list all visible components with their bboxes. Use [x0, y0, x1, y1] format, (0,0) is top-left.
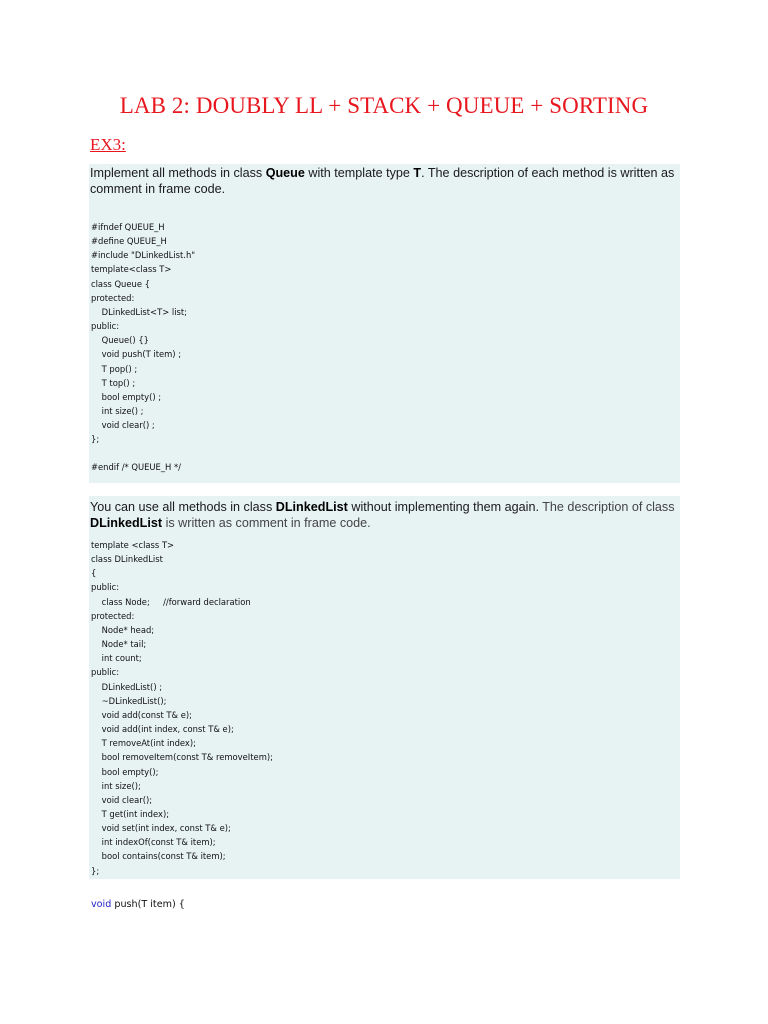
code-line: void clear() ; [91, 420, 155, 431]
code-line: ~DLinkedList(); [91, 695, 167, 706]
code-line: protected: [91, 610, 135, 621]
code-line: #ifndef QUEUE_H [91, 222, 165, 232]
code-line: void push(T item) ; [91, 349, 182, 360]
code-line: T top() ; [91, 377, 136, 388]
code-line: #define QUEUE_H [91, 236, 167, 247]
template-type-name: T [413, 166, 422, 180]
queue-intro-paragraph: Implement all methods in class Queue with template type T. The description of each method is written as comment in frame code. [90, 166, 675, 196]
push-method-signature: void push(T item) { [91, 899, 185, 910]
code-line: template <class T> [91, 540, 175, 550]
code-line: public: [91, 667, 120, 678]
code-line: void set(int index, const T& e); [91, 823, 231, 834]
code-line: Node* head; [91, 624, 155, 635]
code-line: Queue() {} [91, 335, 150, 346]
code-line: void clear(); [91, 794, 153, 805]
code-line: protected: [91, 292, 135, 303]
void-keyword: void [91, 899, 112, 910]
code-line: bool empty(); [91, 766, 159, 777]
code-line: class Node; //forward declaration [91, 596, 251, 607]
code-line: int indexOf(const T& item); [91, 837, 216, 848]
code-line: }; [91, 865, 100, 876]
exercise-heading: EX3: [90, 135, 126, 154]
code-line: public: [91, 321, 120, 332]
dlinkedlist-class-name-2: DLinkedList [90, 516, 163, 530]
code-line: bool empty() ; [91, 391, 162, 402]
code-line: template<class T> [91, 264, 172, 275]
code-line: void add(int index, const T& e); [91, 724, 234, 735]
code-line: public: [91, 582, 120, 593]
code-line: T removeAt(int index); [91, 738, 196, 749]
code-line: class Queue { [91, 278, 150, 289]
code-line: #include "DLinkedList.h" [91, 250, 196, 261]
queue-code-endif: #endif /* QUEUE_H */ [91, 462, 181, 472]
code-line: int size() ; [91, 406, 144, 417]
code-line: int count; [91, 653, 142, 664]
code-line: Node* tail; [91, 639, 147, 650]
queue-class-name: Queue [265, 166, 305, 180]
code-line: { [91, 568, 97, 579]
code-line: }; [91, 434, 100, 445]
dlinkedlist-code-block [91, 538, 273, 878]
code-line: DLinkedList<T> list; [91, 306, 187, 317]
code-line: class DLinkedList [91, 554, 163, 565]
code-line: void add(const T& e); [91, 709, 192, 720]
queue-code-block [91, 220, 195, 447]
code-line: int size(); [91, 780, 141, 791]
code-line: bool removeItem(const T& removeItem); [91, 752, 273, 763]
code-line: DLinkedList() ; [91, 681, 163, 692]
code-line: bool contains(const T& item); [91, 851, 226, 862]
dlinkedlist-intro-paragraph: You can use all methods in class DLinkedList without implementing them again. The description of class DLinkedList is written as comment in frame code. [90, 500, 675, 530]
code-line: T get(int index); [91, 808, 170, 819]
dlinkedlist-class-name: DLinkedList [275, 500, 348, 514]
code-line: T pop() ; [91, 363, 138, 374]
page-title: LAB 2: DOUBLY LL + STACK + QUEUE + SORTING [119, 93, 649, 118]
